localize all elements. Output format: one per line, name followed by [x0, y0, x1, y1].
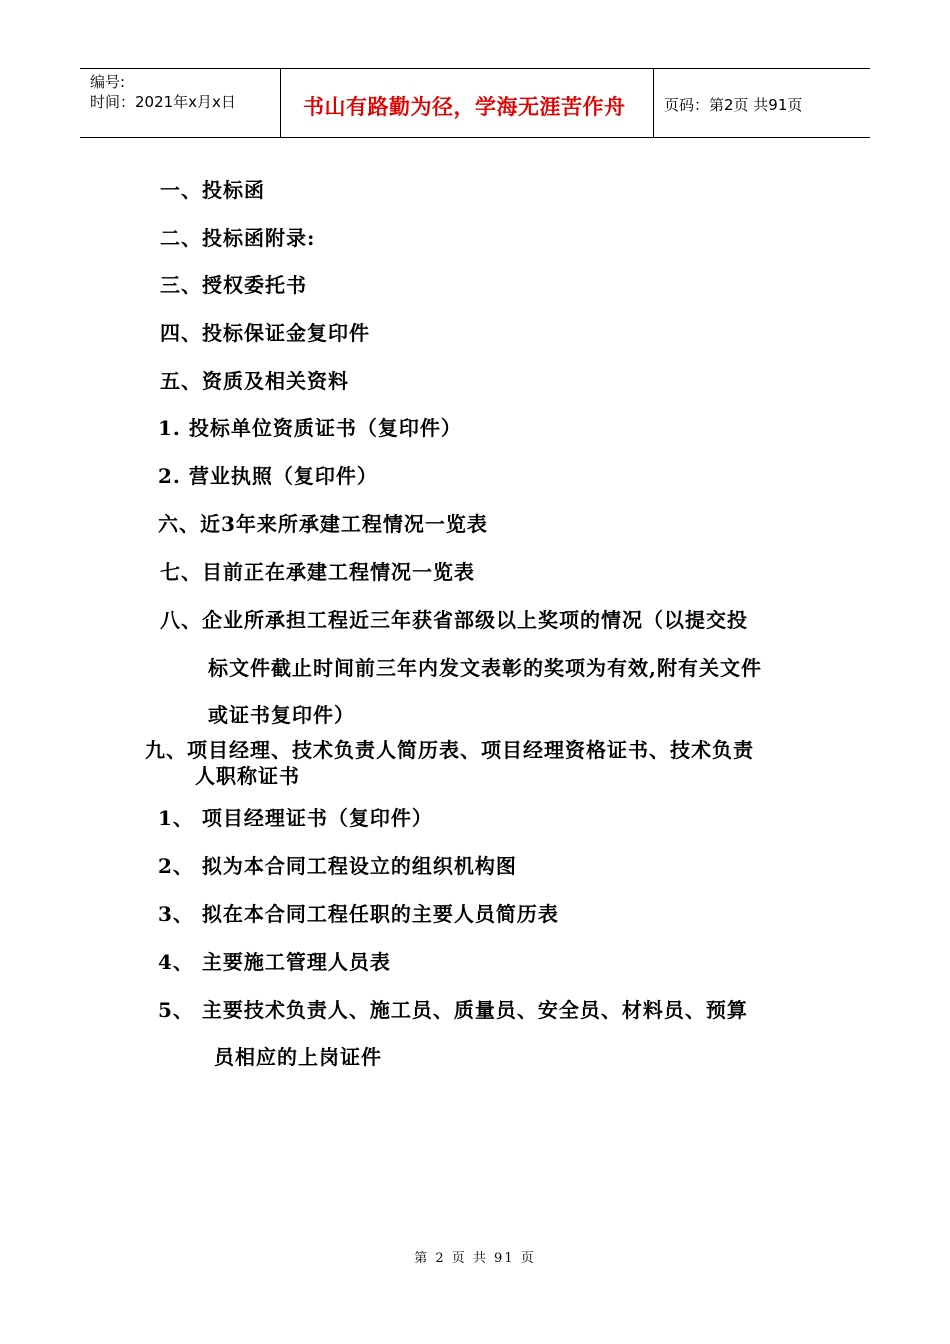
list-item: 标文件截止时间前三年内发文表彰的奖项为有效,附有关文件: [208, 656, 762, 680]
list-item: 八、企业所承担工程近三年获省部级以上奖项的情况（以提交投: [160, 608, 748, 632]
list-item: 4、 主要施工管理人员表: [158, 950, 391, 974]
list-item: 人职称证书: [195, 764, 300, 788]
list-item: 四、投标保证金复印件: [160, 321, 370, 345]
list-item: 七、目前正在承建工程情况一览表: [160, 560, 475, 584]
list-item: 一、投标函: [160, 178, 265, 202]
list-item: 五、资质及相关资料: [160, 369, 349, 393]
list-item: 1. 投标单位资质证书（复印件）: [158, 416, 462, 440]
list-item: 三、授权委托书: [160, 273, 307, 297]
header-meta-cell: [80, 69, 281, 137]
list-item: 2. 营业执照（复印件）: [158, 464, 378, 488]
header-motto-cell: [281, 69, 654, 137]
list-item: 员相应的上岗证件: [214, 1045, 382, 1069]
list-item: 5、 主要技术负责人、施工员、质量员、安全员、材料员、预算: [158, 998, 748, 1022]
list-item: 或证书复印件）: [208, 703, 355, 727]
list-item: 3、 拟在本合同工程任职的主要人员简历表: [158, 902, 559, 926]
list-item: 二、投标函附录:: [160, 226, 316, 250]
document-time-label: 时间：2021年x月x日: [90, 93, 236, 111]
list-item: 1、 项目经理证书（复印件）: [158, 806, 433, 830]
list-item: 九、项目经理、技术负责人简历表、项目经理资格证书、技术负责: [145, 738, 754, 762]
list-item: 2、 拟为本合同工程设立的组织机构图: [158, 854, 517, 878]
list-item: 六、近3年来所承建工程情况一览表: [158, 512, 488, 536]
header-page-info: 页码：第2页 共91页: [664, 96, 803, 114]
document-header: [80, 68, 870, 138]
document-number-label: 编号:: [90, 73, 126, 91]
header-page-cell: [654, 69, 870, 137]
header-motto: 书山有路勤为径，学海无涯苦作舟: [303, 95, 626, 119]
page-footer: 第 2 页 共 91 页: [414, 1251, 536, 1266]
